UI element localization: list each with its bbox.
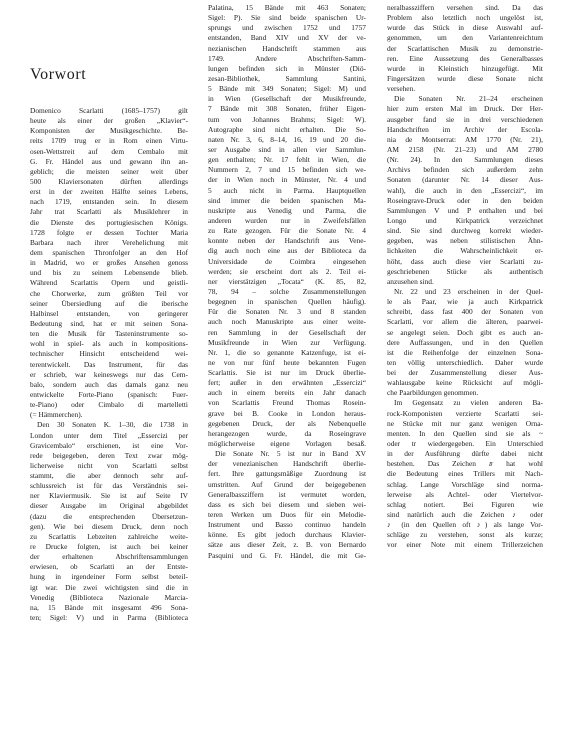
text-line: neralbassziffern versehen sind. Da das	[387, 3, 543, 12]
text-line: ner vierstätzigen „Tocata“ (K. 85, 82,	[208, 276, 366, 286]
text-line: heute als einer der großen „Klavier“-	[30, 116, 188, 126]
text-line: sätze aus dieser Zeit, z. B. von Bernardo	[208, 540, 366, 550]
text-line: Sonaten (darunter Nr. 14 dieser Aus-	[387, 175, 543, 185]
text-line: te-Piano) oder Cimbalo di martelletti	[30, 400, 188, 410]
text-line: Barbara nach ihrer Verehelichung mit	[30, 237, 188, 247]
text-line: ist die Reihenfolge der einzelnen Sona-	[387, 347, 543, 357]
text-line: ausgeber fand sie in drei verschiedenen	[387, 114, 543, 124]
text-line: ne von nur fünf heute bekannten Fugen	[208, 357, 366, 367]
text-line: werden; sie erscheint dort als 2. Teil ei-	[208, 266, 366, 276]
text-line: 7 Bände mit 308 Sonaten, früher Eigen-	[208, 104, 366, 114]
text-line: wurde in Kleinstich hinzugefügt. Mit	[387, 63, 543, 73]
text-line: Nr. 1, die so genannte Katzenfuge, ist ei-	[208, 347, 366, 357]
text-line: er schrieb, war keineswegs nur das Cem-	[30, 369, 188, 379]
page-title: Vorwort	[30, 66, 87, 83]
text-line: geschriebenen Stücke als authentisch	[387, 266, 543, 276]
text-line: nezianischen Handschrift stammen aus	[208, 43, 366, 53]
text-line: genommen, um den Variantenreichtum	[387, 33, 543, 43]
text-line: fert. Ihre gattungsmäßige Zuordnung ist	[208, 469, 366, 479]
text-line: gen enthalten; Nr. 17 fehlt in Wien, die	[208, 155, 366, 165]
text-line: Venedig (Biblioteca Nazionale Marcia-	[30, 592, 188, 602]
text-line: naten Nr. 3, 6, 8–14, 16, 19 und 20 die-	[208, 134, 366, 144]
text-line: tum von Johannes Brahms; Sigel: W).	[208, 114, 366, 124]
text-line: ren Sammlung in der Gesellschaft der	[208, 327, 366, 337]
text-column-1	[30, 106, 188, 623]
text-line: wahlausgabe keine Rücksicht auf mögli-	[387, 378, 543, 388]
text-line: ten; Sigel: V) und in Parma (Biblioteca	[30, 613, 188, 623]
text-line: stammt, die aber dennoch sehr auf-	[30, 471, 188, 481]
text-line: hier zum ersten Mal im Druck. Der Her-	[387, 104, 543, 114]
text-line: ne Stücke mit nur ganz wenigen Orna-	[387, 418, 543, 428]
text-line: 5 Bände mit 349 Sonaten; Sigel: M) und	[208, 84, 366, 94]
text-line: schläge zu verstehen, sonst als kurze;	[387, 530, 543, 540]
text-line: teren Werken um Duos für ein Melodie-	[208, 510, 366, 520]
text-line: AM 2158 (Nr. 21–23) und AM 2780	[387, 144, 543, 154]
text-line: nach 1719, entstanden sein. In diesem	[30, 197, 188, 207]
text-line: terentwickelt. Das Instrument, für das	[30, 359, 188, 369]
text-line: che Chorwerke, zum größten Teil vor	[30, 288, 188, 298]
text-line: sprungs und zwischen 1752 und 1757	[208, 23, 366, 33]
text-line: herangezogen wurde, da Roseingrave	[208, 428, 366, 438]
text-line: nia de Montserrat: AM 1770 (Nr. 21),	[387, 134, 543, 144]
text-line: schreibt, dass fast 400 der Sonaten von	[387, 307, 543, 317]
text-line: der erhaltenen Abschriftensammlungen	[30, 552, 188, 562]
text-line: na, 15 Bände mit insgesamt 496 Sona-	[30, 602, 188, 612]
text-line: auch noch Manuskripte aus einer weite-	[208, 317, 366, 327]
text-line: sind natürlich auch die Zeichen ♪ oder	[387, 510, 543, 520]
text-line: 500 Klaviersonaten dürften allerdings	[30, 176, 188, 186]
text-line: Palatina, 15 Bände mit 463 Sonaten;	[208, 3, 366, 12]
text-line: zesan-Bibliothek, Sammlung Santini,	[208, 73, 366, 83]
text-line: ner Klaviermusik. Sie ist auf Seite IV	[30, 491, 188, 501]
text-line: die Bedeutung eines Trillers mit Nach-	[387, 469, 543, 479]
text-column-2	[208, 3, 366, 561]
text-line: menten. In den Quellen sind sie als ~	[387, 428, 543, 438]
text-line: nuskripte aus Venedig und Parma, die	[208, 205, 366, 215]
text-line: G. Fr. Händel aus und gewann ihn an-	[30, 156, 188, 166]
text-line: dig auch noch eine aus der Biblioteca da	[208, 246, 366, 256]
text-line: schlussreich ist für das Verständnis sei-	[30, 481, 188, 491]
text-line: möglicherweise eigene Vorlagen besaß.	[208, 439, 366, 449]
text-line: von Scarlattis Freund Thomas Rosein-	[208, 398, 366, 408]
text-line: Die Sonate Nr. 5 ist nur in Band XV	[215, 449, 366, 459]
text-line: bestehen. Das Zeichen 𝆖 hat wohl	[387, 459, 543, 469]
text-line: zu Rate gezogen. Für die Sonate Nr. 4	[208, 226, 366, 236]
text-line: fert; außer in den erwähnten „Essercizi“	[208, 378, 366, 388]
text-line: seiner Übersiedlung auf die iberische	[30, 298, 188, 308]
text-line: che Paarbildungen genommen.	[387, 388, 479, 398]
text-line: vor einer Note mit einem Trillerzeichen	[387, 540, 543, 550]
text-line: erst in der zweiten Hälfte seines Lebens,	[30, 187, 188, 197]
text-line: technischer Hinsicht entscheidend wei-	[30, 349, 188, 359]
text-line: ren. Eine Aussetzung des Generalbasses	[387, 53, 543, 63]
text-line: umstritten. Auf Grund der beigegebenen	[208, 479, 366, 489]
text-line: dere Auffassungen, und in den Quellen	[387, 337, 543, 347]
text-line: Autographe sind nicht erhalten. Die So-	[208, 124, 366, 134]
text-line: grave bei B. Cooke in London heraus-	[208, 408, 366, 418]
text-line: könne. Es gibt jedoch durchaus Klavier-	[208, 530, 366, 540]
text-line: rock-Komponisten verzierte Scarlatti sei-	[387, 408, 543, 418]
text-line: osen-Wettstreit auf dem Cembalo mit	[30, 146, 188, 156]
text-line: gegeben, was neben stilistischen Ähn-	[387, 236, 543, 246]
text-line: in Wien (Gesellschaft der Musikfreunde,	[208, 94, 366, 104]
text-line: Domenico Scarlatti (1685–1757) gilt	[30, 106, 188, 115]
text-line: Scarlattis. Sie ist nur im Druck überlie-	[208, 368, 366, 378]
text-line: Nr. 22 und 23 erscheinen in der Quel-	[394, 286, 543, 296]
text-line: ser Ausgabe sind in allen vier Sammlun-	[208, 144, 366, 154]
text-line: hung in irgendeiner Form selbst beteil-	[30, 572, 188, 582]
text-line: geblich; die meisten seiner weit über	[30, 166, 188, 176]
text-line: schlag. Lange Vorschläge sind norma-	[387, 479, 543, 489]
text-line: in der Ausführung dürfte dabei nicht	[387, 449, 543, 459]
text-line: Den 30 Sonaten K. 1–30, die 1738 in	[37, 420, 188, 430]
text-line: Die Sonaten Nr. 21–24 erscheinen	[394, 94, 543, 104]
text-column-3	[387, 3, 543, 551]
text-line: re Drucke folgten, ist auch bei keiner	[30, 542, 188, 552]
text-line: anzusehen sind.	[387, 276, 434, 286]
text-line: der venezianischen Handschrift überlie-	[208, 459, 366, 469]
text-line: erwiesen, ob Scarlatti an der Entste-	[30, 562, 188, 572]
text-line: (dazu die entsprechenden Übersetzun-	[30, 511, 188, 521]
text-line: ♪ (in den Quellen oft ♪) als lange Vor-	[387, 520, 543, 530]
text-line: Scarlatti, vor allem die älteren, paarwei-	[387, 317, 543, 327]
text-line: Für die Sonaten Nr. 3 und 8 standen	[208, 307, 366, 317]
text-line: bei der Zusammenstellung dieser Aus-	[387, 368, 543, 378]
text-line: und bis zu seinem Lebensende blieb.	[30, 268, 188, 278]
text-line: rede beigegeben, deren Text zwar mög-	[30, 450, 188, 460]
text-line: in Madrid, wo er großes Ansehen genoss	[30, 258, 188, 268]
text-line: (Nr. 24). In den Sammlungen dieses	[387, 155, 543, 165]
text-line: entstanden, Band XIV und XV der ve-	[208, 33, 366, 43]
text-line: ten völlig unterschiedlich. Daher wurde	[387, 357, 543, 367]
text-line: 1749. Andere Abschriften-Samm-	[208, 53, 366, 63]
text-line: sind immer die beiden spanischen Ma-	[208, 195, 366, 205]
text-line: sind. Sie sind durchweg korrekt wieder-	[387, 226, 543, 236]
text-line: gegebenen Druck, der als Nebenquelle	[208, 418, 366, 428]
text-line: anderen wurden nur in Zweifelsfällen	[208, 215, 366, 225]
text-line: Musikfreunde in Wien zur Verfügung.	[208, 337, 366, 347]
text-line: auch in einem bereits ein Jahr danach	[208, 388, 366, 398]
text-line: 1728 folgte er dessen Tochter Maria	[30, 227, 188, 237]
text-line: der in Wien noch in Münster, Nr. 4 und	[208, 175, 366, 185]
text-line: schlag notiert. Bei Figuren wie	[387, 499, 543, 509]
text-line: Handschriften im Archiv der Escola-	[387, 124, 543, 134]
text-line: wohl in spiel- als auch in kompositions-	[30, 339, 188, 349]
text-line: gen). Wie bei diesem Druck, denn noch	[30, 521, 188, 531]
text-line: balo, sondern auch das damals ganz neu	[30, 379, 188, 389]
text-line: wurde das Stück in diese Auswahl auf-	[387, 23, 543, 33]
text-line: Gravicembalo“ erschienen, ist eine Vor-	[30, 440, 188, 450]
text-line: London unter dem Titel „Essercizi per	[30, 430, 188, 440]
text-line: le als Paar, wie ja auch Kirkpatrick	[387, 297, 543, 307]
text-line: 78, 94 – solche Zusammenstellungen	[208, 286, 366, 296]
text-line: Halbinsel entstanden, von geringerer	[30, 308, 188, 318]
text-line: ten die Musik für Tasteninstrumente so-	[30, 329, 188, 339]
text-line: Problem also letztlich noch ungelöst ist,	[387, 13, 543, 23]
text-line: dieser Ausgabe im Original abgebildet	[30, 501, 188, 511]
text-line: igt war. Die zwei wichtigsten sind die in	[30, 582, 188, 592]
text-line: reits 1709 trug er in Rom einen Virtu-	[30, 136, 188, 146]
text-line: die Dienste des portugiesischen Königs.	[30, 217, 188, 227]
text-line: höht, dass auch diese vier Scarlatti zu-	[387, 256, 543, 266]
text-line: dem spanischen Thronfolger an den Hof	[30, 247, 188, 257]
text-line: Fingersätzen wurde diese Sonate nicht	[387, 73, 543, 83]
text-line: dass es sich bei diesem und sieben wei-	[208, 499, 366, 509]
text-line: Instrument und Basso continuo handeln	[208, 520, 366, 530]
text-line: zu Scarlattis Lebzeiten zahlreiche weite-	[30, 531, 188, 541]
text-line: 5 auch nicht in Parma. Hauptquellen	[208, 185, 366, 195]
text-line: Während Scarlattis Opern und geistli-	[30, 278, 188, 288]
text-line: Longo und Kirkpatrick verzeichnet	[387, 215, 543, 225]
text-line: konnte neben der Handschrift aus Vene-	[208, 236, 366, 246]
text-line: lerweise als Achtel- oder Viertelvor-	[387, 489, 543, 499]
text-line: Pasquini und G. Fr. Händel, die mit Ge-	[208, 550, 366, 560]
text-line: Jahr trat Scarlatti als Musiklehrer in	[30, 207, 188, 217]
text-line: Sammlungen V und P enthalten und bei	[387, 205, 543, 215]
text-line: Im Gegensatz zu vielen anderen Ba-	[394, 398, 543, 408]
text-line: versehen.	[387, 84, 416, 94]
text-line: licherweise nicht von Scarlatti selbst	[30, 460, 188, 470]
text-line: Universidade de Coimbra eingesehen	[208, 256, 366, 266]
text-line: der Scarlattischen Musik zu demonstrie-	[387, 43, 543, 53]
text-line: Generalbassziffern ist vermutet worden,	[208, 489, 366, 499]
text-line: oder tr wiedergegeben. Ein Unterschied	[387, 439, 543, 449]
text-line: Archivs befinden sich außerdem zehn	[387, 165, 543, 175]
text-line: Roseingrave-Druck oder in den beiden	[387, 195, 543, 205]
text-line: entwickelte Forte-Piano (spanisch: Fuer-	[30, 389, 188, 399]
text-line: Sigel: P). Sie sind beide spanischen Ur-	[208, 13, 366, 23]
text-line: lichkeiten die Wahrscheinlichkeit er-	[387, 246, 543, 256]
text-line: wahl), die auch in den „Essercizi“, im	[387, 185, 543, 195]
text-line: Nummern 2, 7 und 15 befinden sich we-	[208, 165, 366, 175]
text-line: Bedeutung sind, hat er mit seinen Sona-	[30, 318, 188, 328]
text-line: lungen befinden sich in Münster (Diö-	[208, 63, 366, 73]
text-line: begegnen in spanischen Quellen häufig).	[208, 297, 366, 307]
text-line: (= Hämmerchen).	[30, 410, 83, 420]
text-line: se angelegt seien. Doch gibt es auch an-	[387, 327, 543, 337]
text-line: Komponisten der Musikgeschichte. Be-	[30, 126, 188, 136]
